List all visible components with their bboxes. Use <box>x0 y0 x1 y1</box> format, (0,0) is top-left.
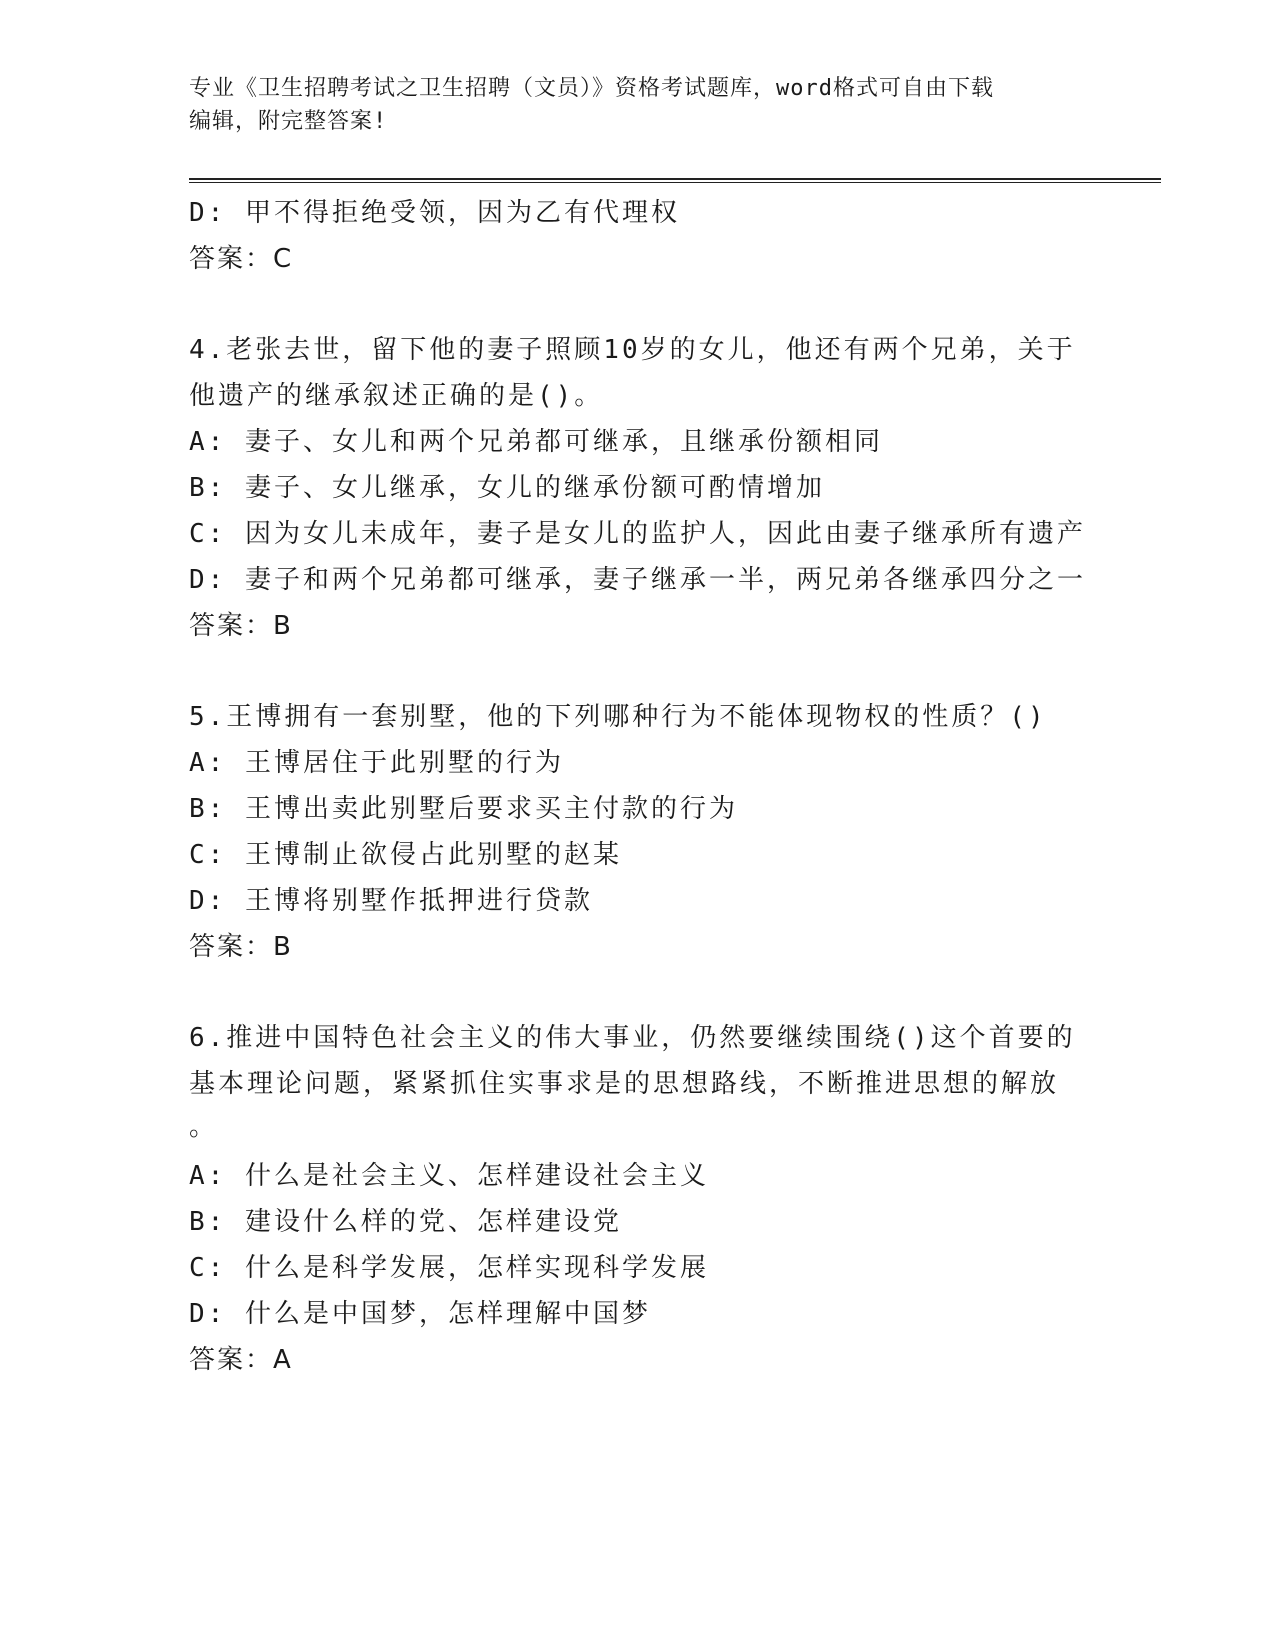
option-d: D: 妻子和两个兄弟都可继承，妻子继承一半，两兄弟各继承四分之一 <box>189 565 1086 595</box>
spacer <box>189 970 1089 1015</box>
question-stem-line: 。 <box>189 1112 219 1142</box>
document-header <box>189 72 1069 138</box>
question-4 <box>189 327 1089 649</box>
question-3 <box>189 190 1089 282</box>
option-a: A: 妻子、女儿和两个兄弟都可继承，且继承份额相同 <box>189 427 883 457</box>
question-stem-line: 4.老张去世，留下他的妻子照顾10岁的女儿，他还有两个兄弟，关于 <box>189 335 1076 365</box>
spacer <box>189 282 1089 327</box>
answer: 答案：A <box>189 1345 293 1375</box>
option-c: C: 王博制止欲侵占此别墅的赵某 <box>189 840 622 870</box>
question-stem-line: 基本理论问题，紧紧抓住实事求是的思想路线，不断推进思想的解放 <box>189 1069 1060 1099</box>
header-line-2: 编辑，附完整答案! <box>189 109 388 134</box>
option-c: C: 什么是科学发展，怎样实现科学发展 <box>189 1253 709 1283</box>
header-divider <box>189 178 1161 183</box>
option-d: D: 甲不得拒绝受领，因为乙有代理权 <box>189 198 680 228</box>
question-stem-line: 他遗产的继承叙述正确的是()。 <box>189 381 604 411</box>
spacer <box>189 649 1089 694</box>
option-a: A: 王博居住于此别墅的行为 <box>189 748 564 778</box>
question-stem-line: 5.王博拥有一套别墅，他的下列哪种行为不能体现物权的性质？() <box>189 702 1047 732</box>
question-5 <box>189 694 1089 970</box>
option-b: B: 妻子、女儿继承，女儿的继承份额可酌情增加 <box>189 473 825 503</box>
option-a: A: 什么是社会主义、怎样建设社会主义 <box>189 1161 709 1191</box>
option-b: B: 建设什么样的党、怎样建设党 <box>189 1207 622 1237</box>
question-6 <box>189 1015 1089 1383</box>
document-body <box>189 190 1089 1383</box>
answer: 答案：B <box>189 932 293 962</box>
header-line-1: 专业《卫生招聘考试之卫生招聘（文员）》资格考试题库，word格式可自由下载 <box>189 76 994 101</box>
option-b: B: 王博出卖此别墅后要求买主付款的行为 <box>189 794 738 824</box>
option-d: D: 王博将别墅作抵押进行贷款 <box>189 886 593 916</box>
question-stem-line: 6.推进中国特色社会主义的伟大事业，仍然要继续围绕()这个首要的 <box>189 1023 1076 1053</box>
option-c: C: 因为女儿未成年，妻子是女儿的监护人，因此由妻子继承所有遗产 <box>189 519 1086 549</box>
option-d: D: 什么是中国梦，怎样理解中国梦 <box>189 1299 651 1329</box>
answer: 答案：C <box>189 244 294 274</box>
answer: 答案：B <box>189 611 293 641</box>
